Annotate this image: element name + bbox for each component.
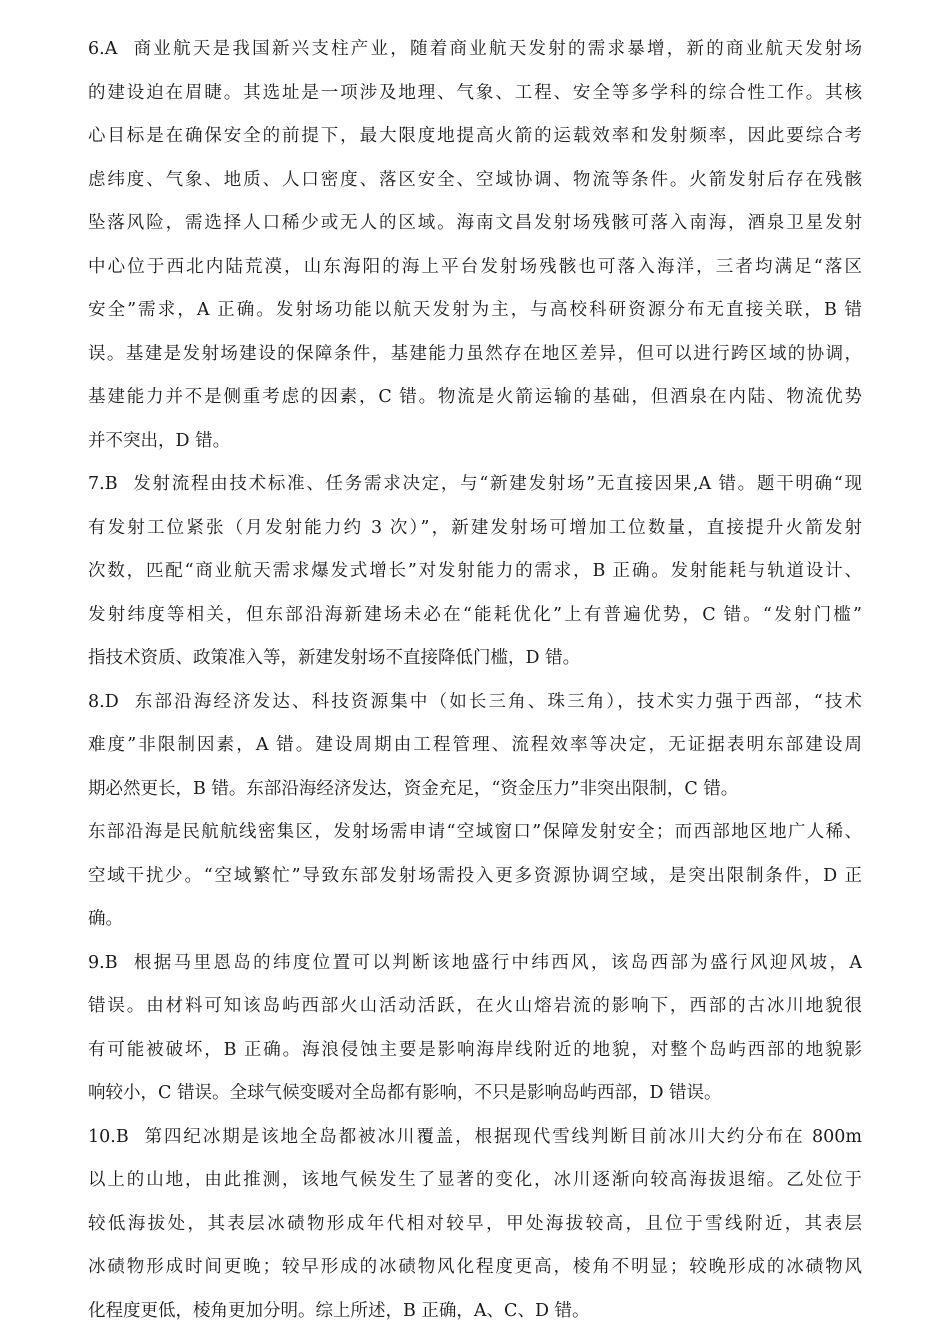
answer-line: 安全”需求，A 正确。发射场功能以航天发射为主，与高校科研资源分布无直接关联，B 错: [88, 300, 862, 320]
answer-line: 较低海拔处，其表层冰碛物形成年代相对较早，甲处海拔较高，且位于雪线附近，其表层: [88, 1213, 862, 1234]
answer-line: 9.B 根据马里恩岛的纬度位置可以判断该地盛行中纬西风，该岛西部为盛行风迎风坡，A: [88, 942, 862, 986]
answer-line: 6.A 商业航天是我国新兴支柱产业，随着商业航天发射的需求暴增，新的商业航天发射场: [88, 28, 862, 72]
answer-line: 有可能被破坏，B 正确。海浪侵蚀主要是影响海岸线附近的地貌，对整个岛屿西部的地貌影: [88, 1039, 862, 1060]
answer-line: 东部沿海是民航航线密集区，发射场需申请“空域窗口”保障发射安全；而西部地区地广人稀、: [88, 822, 862, 842]
answer-line: 期必然更长，B 错。东部沿海经济发达，资金充足，“资金压力”非突出限制，C 错。: [88, 778, 739, 799]
answer-line: 次数，匹配“商业航天需求爆发式增长”对发射能力的需求，B 正确。发射能耗与轨道设计、: [88, 561, 862, 581]
answer-line: 8.D 东部沿海经济发达、科技资源集中（如长三角、珠三角），技术实力强于西部，“技术: [88, 681, 862, 725]
answer-7: [88, 463, 862, 681]
answer-number: 9.B: [88, 952, 118, 973]
answer-number: 6.A: [88, 39, 118, 59]
answer-line: 中心位于西北内陆荒漠，山东海阳的海上平台发射场残骸也可落入海洋，三者均满足“落区: [88, 256, 862, 277]
answer-line: 7.B 发射流程由技术标准、任务需求决定，与“新建发射场”无直接因果,A 错。题干明确“现: [88, 463, 862, 507]
answer-line: 的建设迫在眉睫。其选址是一项涉及地理、气象、工程、安全等多学科的综合性工作。其核: [88, 82, 862, 103]
answer-line: 并不突出，D 错。: [88, 430, 231, 451]
answer-line: 虑纬度、气象、地质、人口密度、落区安全、空域协调、物流等条件。火箭发射后存在残骸: [88, 169, 862, 190]
answer-line: 基建能力并不是侧重考虑的因素，C 错。物流是火箭运输的基础，但酒泉在内陆、物流优势: [88, 387, 862, 407]
answer-line: 错误。由材料可知该岛屿西部火山活动活跃，在火山熔岩流的影响下，西部的古冰川地貌很: [88, 996, 862, 1016]
answer-line: 指技术资质、政策准入等，新建发射场不直接降低门槛，D 错。: [88, 648, 581, 668]
answer-line: 响较小，C 错误。全球气候变暖对全岛都有影响，不只是影响岛屿西部，D 错误。: [88, 1083, 722, 1103]
answer-line: 误。基建是发射场建设的保障条件，基建能力虽然存在地区差异，但可以进行跨区域的协调，: [88, 343, 862, 364]
answer-number: 8.D: [88, 691, 119, 712]
answer-line: 有发射工位紧张（月发射能力约 3 次）”，新建发射场可增加工位数量，直接提升火箭发射: [88, 517, 862, 538]
answer-line: 难度”非限制因素，A 错。建设周期由工程管理、流程效率等决定，无证据表明东部建设周: [88, 735, 862, 755]
answer-6: [88, 28, 862, 463]
answer-line: 发射纬度等相关，但东部沿海新建场未必在“能耗优化”上有普遍优势，C 错。“发射门槛”: [88, 604, 862, 625]
answer-line: 坠落风险，需选择人口稀少或无人的区域。海南文昌发射场残骸可落入南海，酒泉卫星发射: [88, 213, 862, 233]
answer-line: 冰碛物形成时间更晚；较早形成的冰碛物风化程度更高，棱角不明显；较晚形成的冰碛物风: [88, 1257, 862, 1277]
answer-number: 7.B: [88, 474, 118, 494]
answer-line: 心目标是在确保安全的前提下，最大限度地提高火箭的运载效率和发射频率，因此要综合考: [88, 126, 862, 146]
answer-number: 10.B: [88, 1126, 129, 1147]
answer-9: [88, 942, 862, 1116]
answer-8: [88, 681, 862, 942]
answer-line: 空域干扰少。“空域繁忙”导致东部发射场需投入更多资源协调空域，是突出限制条件，D 正: [88, 865, 862, 886]
answer-10: [88, 1116, 862, 1334]
answer-line: 以上的山地，由此推测，该地气候发生了显著的变化，冰川逐渐向较高海拔退缩。乙处位于: [88, 1170, 862, 1190]
answer-line: 确。: [88, 909, 123, 929]
answer-line: 10.B 第四纪冰期是该地全岛都被冰川覆盖，根据现代雪线判断目前冰川大约分布在 800m: [88, 1116, 862, 1160]
answer-line: 化程度更低，棱角更加分明。综上所述，B 正确，A、C、D 错。: [88, 1300, 590, 1321]
